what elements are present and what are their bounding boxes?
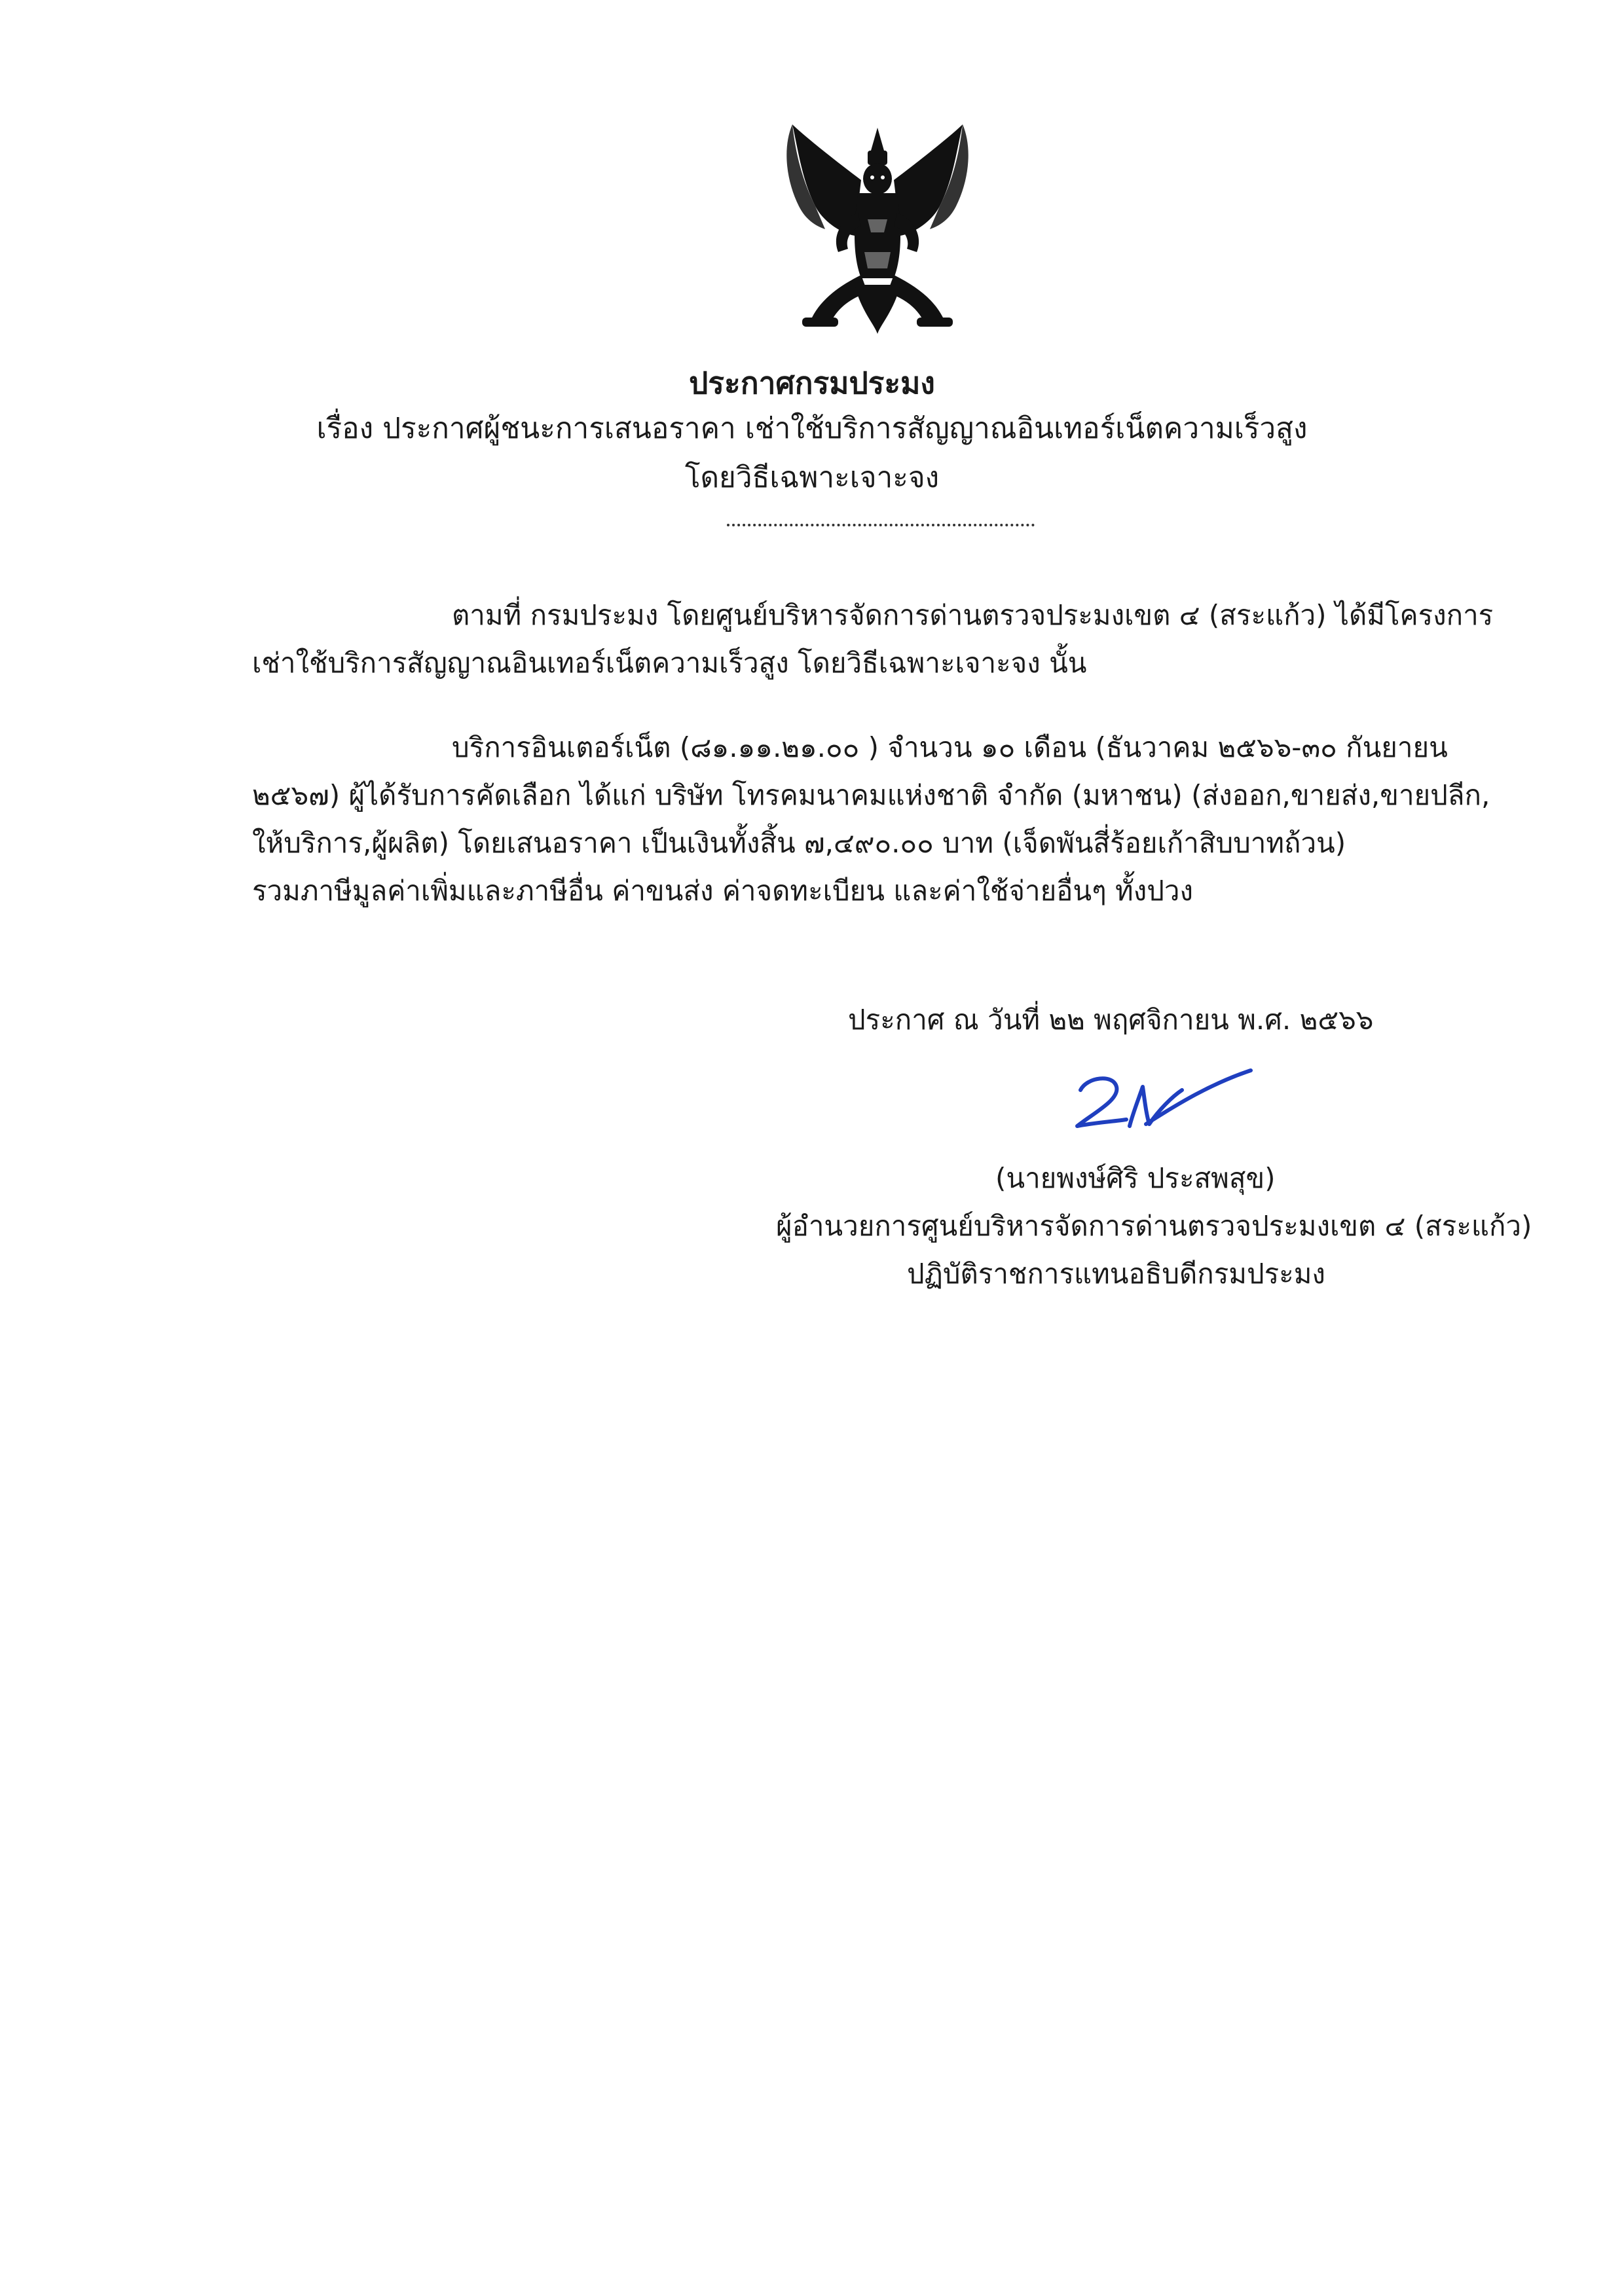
signer-name: (นายพงษ์ศิริ ประสพสุข) — [995, 1162, 1276, 1194]
paragraph-2-line-4: รวมภาษีมูลค่าเพิ่มและภาษีอื่น ค่าขนส่ง ค่าจดทะเบียน และค่าใช้จ่ายอื่นๆ ทั้งปวง — [252, 875, 1193, 907]
signer-acting-title: ปฏิบัติราชการแทนอธิบดีกรมประมง — [907, 1258, 1325, 1290]
paragraph-2-line-3: ให้บริการ,ผู้ผลิต) โดยเสนอราคา เป็นเงินทั้งสิ้น ๗,๔๙๐.๐๐ บาท (เจ็ดพันสี่ร้อยเก้าสิบบาทถ้วน) — [252, 827, 1346, 859]
paragraph-1-line-1: ตามที่ กรมประมง โดยศูนย์บริหารจัดการด่านตรวจประมงเขต ๔ (สระแก้ว) ได้มีโครงการ — [452, 599, 1494, 631]
handwritten-signature-icon — [1067, 1064, 1257, 1142]
paragraph-2-line-2: ๒๕๖๗) ผู้ได้รับการคัดเลือก ได้แก่ บริษัท โทรคมนาคมแห่งชาติ จำกัด (มหาชน) (ส่งออก,ขายส่ง,ขายปลีก, — [252, 779, 1490, 811]
signer-position: ผู้อำนวยการศูนย์บริหารจัดการด่านตรวจประมงเขต ๔ (สระแก้ว) — [776, 1210, 1532, 1242]
separator-dots — [727, 524, 1035, 526]
announce-date: ประกาศ ณ วันที่ ๒๒ พฤศจิกายน พ.ศ. ๒๕๖๖ — [848, 1004, 1374, 1036]
document-title: ประกาศกรมประมง — [689, 365, 935, 401]
paragraph-2-line-1: บริการอินเตอร์เน็ต (๘๑.๑๑.๒๑.๐๐ ) จำนวน ๑๐ เดือน (ธันวาคม ๒๕๖๖-๓๐ กันยายน — [452, 731, 1448, 763]
garuda-emblem-icon — [776, 121, 979, 337]
subject-line-2: โดยวิธีเฉพาะเจาะจง — [684, 461, 940, 494]
subject-line-1: เรื่อง ประกาศผู้ชนะการเสนอราคา เช่าใช้บริการสัญญาณอินเทอร์เน็ตความเร็วสูง — [316, 412, 1308, 445]
paragraph-1-line-2: เช่าใช้บริการสัญญาณอินเทอร์เน็ตความเร็วสูง โดยวิธีเฉพาะเจาะจง นั้น — [252, 647, 1087, 679]
